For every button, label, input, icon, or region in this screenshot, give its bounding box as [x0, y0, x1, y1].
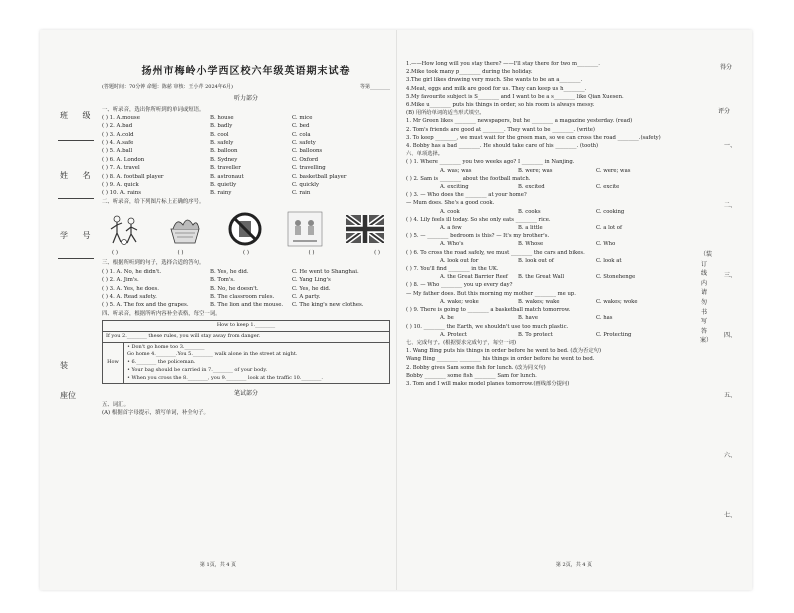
mcq-option[interactable]: B. the Great Wall [518, 274, 565, 281]
mcq-options [406, 257, 676, 265]
mcq-question: ( ) 5. — ________ bedroom is this? — It's my brother's. [406, 233, 550, 240]
mcq-option[interactable]: A. was; was [440, 167, 472, 174]
section-1-item [102, 139, 390, 147]
score-item: 一、 [724, 142, 737, 149]
option-b[interactable]: B. The classroom rules. [210, 293, 275, 300]
mcq-question: ( ) 4. Lily feels ill today. So she only eats ________ rice. [406, 216, 551, 223]
mcq-options [406, 240, 676, 248]
section-1-item [102, 147, 390, 155]
option-a[interactable]: ( ) 3. A. Yes, he does. [102, 285, 160, 292]
mcq-options [406, 331, 676, 339]
option-a[interactable]: ( ) 8. A. football player [102, 173, 164, 180]
option-a[interactable]: ( ) 10. A. rains [102, 190, 141, 197]
option-c[interactable]: C. Yang Ling's [292, 277, 331, 284]
option-c[interactable]: C. safety [292, 140, 316, 147]
option-a[interactable]: ( ) 2. A. Jim's. [102, 277, 139, 284]
eval-label: 评分 [718, 108, 731, 115]
option-b[interactable]: B. Sydney [210, 156, 238, 163]
left-page-footer: 第 1页，共 4 页 [199, 562, 237, 568]
right-content [406, 60, 676, 388]
option-a[interactable]: ( ) 6. A. London [102, 156, 145, 163]
mcq-options [406, 273, 676, 281]
part-a-item: 5.My favourite subject is S________ and I want to be a s________ like Qian Xuesen. [406, 93, 624, 100]
section-1-item [102, 189, 390, 197]
binding-strip-left [40, 90, 100, 570]
part-a-item: 1.——How long will you stay there? ——I'll stay there for two m________. [406, 61, 600, 67]
score-label: 得分 [720, 64, 733, 71]
exam-sheet [40, 30, 752, 590]
exam-info-row [102, 84, 390, 92]
no-sign-picture [226, 210, 264, 248]
option-c[interactable]: C. The king's new clothes. [292, 302, 364, 309]
section-7-list [406, 347, 676, 388]
number-label: 学 号 [60, 231, 97, 240]
section-6-title: 六、单项选择。 [406, 151, 444, 158]
mcq-option[interactable]: C. Protecting [596, 331, 632, 338]
option-b[interactable]: B. Tom's. [210, 277, 235, 284]
section-1-title: 一、听录音，选出你所听到的单词或短语。 [102, 106, 205, 113]
part-a-item: 6.Mike u________ puts his things in order, so his room is always messy. [406, 102, 595, 109]
left-page [40, 30, 396, 590]
section-7-item: Bobby ________ some fish ________ Sam for lunch. [406, 372, 537, 379]
mcq-option[interactable]: C. a lot of [596, 225, 622, 232]
children-picture [286, 210, 324, 248]
mcq-option[interactable]: C. wakes; woke [596, 298, 638, 305]
section-1-item [102, 181, 390, 189]
section-7-item: 3. Tom and I will make model planes tomorrow.(画线部分提问) [406, 380, 570, 387]
mcq-option[interactable]: B. look out of [518, 257, 554, 264]
mcq-question: ( ) 8. — Who ________ you up every day? [406, 282, 513, 289]
table-items [124, 342, 390, 384]
section-1-item [102, 131, 390, 139]
exam-info: (答题时间：70分钟 命题：陈慈 审核：王小芹 2024年6月) [102, 83, 233, 90]
mcq-option[interactable]: B. cooks [518, 208, 541, 215]
option-b[interactable]: B. Yes, he did. [210, 268, 249, 275]
binding-warning: （装订线内请勿书写答案） [700, 251, 713, 345]
mcq-option[interactable]: A. the Great Barrier Reef [440, 274, 508, 281]
part-a-item: 3.The girl likes drawing very much. She wants to be an a________. [406, 77, 583, 84]
mcq-question: ( ) 1. Where ________ you two weeks ago? I ________ in Nanjing. [406, 159, 575, 166]
mcq-question: ( ) 10. ________ the Earth, we shouldn't use too much plastic. [406, 323, 569, 330]
seat-label: 座位 [60, 391, 76, 400]
picture-row [106, 210, 384, 248]
mcq-option[interactable]: C. excite [596, 184, 620, 191]
mcq-options [406, 314, 676, 322]
option-a[interactable]: ( ) 9. A. quick [102, 181, 139, 188]
mcq-option[interactable]: C. look at [596, 257, 622, 264]
option-a[interactable]: ( ) 7. A. travel [102, 165, 140, 172]
option-b[interactable]: B. The lion and the mouse. [210, 302, 284, 309]
binding-strip-right [684, 50, 752, 570]
mcq-option[interactable]: B. a little [518, 225, 543, 232]
picture-answer-row [112, 249, 380, 257]
section-7-item: 2. Bobby gives Sam some fish for lunch. (改为同义句) [406, 364, 546, 371]
section-3-item [102, 301, 390, 309]
option-b[interactable]: B. astronaut [210, 173, 244, 180]
option-b[interactable]: B. safely [210, 140, 234, 147]
part-b-title: (B) 用所给单词的适当形式填空。 [406, 110, 485, 117]
mcq-option[interactable]: B. excited [518, 184, 545, 191]
mcq-options [406, 208, 676, 216]
option-b[interactable]: B. house [210, 114, 234, 121]
part-b-item: 4. Bobby has a bad ________. He should take care of his ________. (tooth) [406, 143, 599, 150]
score-item: 七、 [724, 512, 737, 519]
section-4-title: 四、听录音，根据所听内容补全表格，每空一词。 [102, 310, 221, 317]
table-item: • Your bag should be carried in 7.________ of your body. [127, 366, 268, 373]
section-5-title: 五、词汇。 [102, 401, 129, 408]
picture-answer-blank[interactable]: ( ) [177, 250, 184, 257]
score-item: 六、 [724, 452, 737, 459]
option-c[interactable]: C. A party. [292, 293, 321, 300]
mcq-question: — Mum does. She's a good cook. [406, 200, 495, 207]
option-b[interactable]: B. No, he doesn't. [210, 285, 259, 292]
mcq-option[interactable]: C. were; was [596, 167, 631, 174]
section-1-item [102, 122, 390, 130]
option-b[interactable]: B. balloon [210, 148, 238, 155]
mcq-option[interactable]: B. were; was [518, 167, 553, 174]
mcq-question: ( ) 2. Sam is ________ about the football match. [406, 175, 531, 182]
mcq-option[interactable]: A. wake; woke [440, 298, 479, 305]
option-c[interactable]: C. Yes, he did. [292, 285, 331, 292]
table-title: How to keep 1.________ [103, 321, 390, 332]
option-c[interactable]: C. cola [292, 131, 311, 138]
option-c[interactable]: C. travelling [292, 165, 326, 172]
section-1-item [102, 164, 390, 172]
written-header: 笔试部分 [233, 390, 258, 398]
right-page [396, 30, 752, 590]
option-a[interactable]: ( ) 4. A.safe [102, 140, 134, 147]
name-field[interactable] [58, 198, 94, 199]
section-3-item [102, 285, 390, 293]
option-a[interactable]: ( ) 5. A.ball [102, 148, 133, 155]
section-7-title: 七、完成句子。(根据要求完成句子，每空一词) [406, 339, 517, 346]
option-c[interactable]: C. mice [292, 114, 313, 121]
listening-header: 听力部分 [233, 95, 258, 103]
mcq-question: ( ) 9. There is going to ________ a basketball match tomorrow. [406, 307, 571, 314]
class-label: 班 级 [60, 111, 97, 120]
section-1-item [102, 173, 390, 181]
football-players-picture [106, 210, 144, 248]
section-3-list [102, 268, 390, 310]
option-a[interactable]: ( ) 4. A. Read safety. [102, 293, 157, 300]
mcq-option[interactable]: B. wakes; wake [518, 298, 560, 305]
option-c[interactable]: C. rain [292, 190, 311, 197]
keep-safe-table [102, 320, 390, 384]
mcq-question: ( ) 7. You'll find ________ in the UK. [406, 266, 499, 273]
mcq-option[interactable]: C. Stonehenge [596, 274, 636, 281]
mcq-question: ( ) 3. — Who does the ________ at your home? [406, 192, 527, 199]
mcq-option[interactable]: B. have [518, 315, 538, 322]
option-c[interactable]: C. Oxford [292, 156, 319, 163]
part-b-item: 1. Mr Green likes ________ newspapers, but he ________ a magazine yesterday. (read) [406, 118, 633, 125]
mcq-options [406, 183, 676, 191]
option-a[interactable]: ( ) 5. A. The fox and the grapes. [102, 302, 189, 309]
seat-mark: 装 [60, 361, 68, 370]
picture-answer-blank[interactable]: ( ) [243, 250, 249, 257]
mcq-option[interactable]: A. exciting [440, 184, 469, 191]
mcq-option[interactable]: B. Whose [518, 241, 544, 248]
exam-title: 扬州市梅岭小学西区校六年级英语期末试卷 [141, 66, 351, 77]
part-a-item: 2.Mike took many p________ during the holiday. [406, 69, 533, 76]
section-1-item [102, 156, 390, 164]
section-7-item: 1. Wang Bing puts his things in order before he went to bed. (改为否定句) [406, 348, 602, 355]
score-item: 四、 [724, 332, 737, 339]
picture-answer-blank[interactable]: ( ) [308, 250, 315, 257]
option-c[interactable]: C. He went to Shanghai. [292, 268, 359, 275]
mcq-option[interactable]: C. cooking [596, 208, 625, 215]
option-c[interactable]: C. balloons [292, 148, 323, 155]
mcq-option[interactable]: A. look out for [440, 257, 479, 264]
mcq-option[interactable]: A. be [440, 315, 454, 322]
section-1-item [102, 114, 390, 122]
section-1-list [102, 114, 390, 198]
mcq-options [406, 167, 676, 175]
option-c[interactable]: C. basketball player [292, 173, 347, 180]
option-c[interactable]: C. bed [292, 123, 310, 130]
part-a-item: 4.Meat, eggs and milk are good for us. They can keep us h________. [406, 85, 587, 92]
score-item: 五、 [724, 392, 737, 399]
uk-flag-picture [346, 210, 384, 248]
mcq-option[interactable]: A. Who's [440, 241, 464, 248]
mcq-option[interactable]: B. To protect [518, 331, 553, 338]
number-field[interactable] [58, 258, 94, 259]
mcq-option[interactable]: C. has [596, 315, 613, 322]
option-b[interactable]: B. cool [210, 131, 229, 138]
table-item: • 6.________ the policeman. [127, 359, 196, 366]
mcq-question: — My father does. But this morning my mother ________ me up. [406, 290, 576, 297]
part-a-list [406, 60, 676, 109]
option-a[interactable]: ( ) 3. A.cold [102, 131, 134, 138]
food-basket-picture [166, 210, 204, 248]
mcq-options [406, 298, 676, 306]
table-side-label: How [103, 342, 124, 384]
section-3-item [102, 276, 390, 284]
option-c[interactable]: C. quickly [292, 181, 320, 188]
option-a[interactable]: ( ) 1. A.mouse [102, 114, 140, 121]
option-b[interactable]: B. traveller [210, 165, 241, 172]
table-item: • Don't go home too 3.________ [127, 343, 205, 350]
option-b[interactable]: B. rainy [210, 190, 232, 197]
mcq-option[interactable]: A. a few [440, 225, 462, 232]
table-intro: If you 2.________ these rules, you will stay away from danger. [103, 331, 390, 342]
section-2-title: 二、听录音，给下列图片标上正确的序号。 [102, 198, 205, 205]
score-item: 二、 [724, 202, 737, 209]
mcq-question: ( ) 6. To cross the road safely, we must ________ the cars and bikes. [406, 249, 585, 256]
option-b[interactable]: B. quietly [210, 181, 237, 188]
option-a[interactable]: ( ) 1. A. No, he didn't. [102, 268, 162, 275]
mcq-list [406, 158, 676, 338]
option-b[interactable]: B. badly [210, 123, 233, 130]
score-item: 三、 [724, 272, 737, 279]
part-b-list [406, 117, 676, 150]
table-item: Go home 4.________.You 5.________ walk alone in the street at night. [127, 351, 298, 358]
class-field[interactable] [58, 140, 94, 141]
section-5a-title: (A) 根据首字母提示，填写单词，补全句子。 [102, 409, 209, 416]
picture-answer-blank[interactable]: ( ) [374, 250, 380, 257]
section-3-item [102, 268, 390, 276]
section-3-item [102, 293, 390, 301]
option-a[interactable]: ( ) 2. A.bad [102, 123, 133, 130]
mcq-option[interactable]: C. Who [596, 241, 616, 248]
left-content [102, 64, 390, 417]
mcq-option[interactable]: A. cook [440, 208, 460, 215]
mcq-options [406, 224, 676, 232]
mcq-option[interactable]: A. Protect [440, 331, 467, 338]
part-b-item: 3. To keep ________, we must wait for the green man, so we can cross the road ________.(safety) [406, 134, 661, 141]
section-7-item: Wang Bing ________ ________ his things in order before he went to bed. [406, 356, 595, 363]
right-page-footer: 第 2页，共 4 页 [555, 562, 593, 568]
name-label: 姓 名 [60, 171, 97, 180]
table-item: • When you cross the 8.________, you 9.________ look at the traffic 10.________. [127, 374, 324, 381]
picture-answer-blank[interactable]: ( ) [112, 250, 118, 257]
part-b-item: 2. Tom's friends are good at ________. They want to be ________. (write) [406, 126, 595, 133]
grade-field[interactable]: 等第________ [359, 83, 390, 90]
section-3-title: 三、根据所听到的句子，选择合适的答句。 [102, 260, 205, 267]
